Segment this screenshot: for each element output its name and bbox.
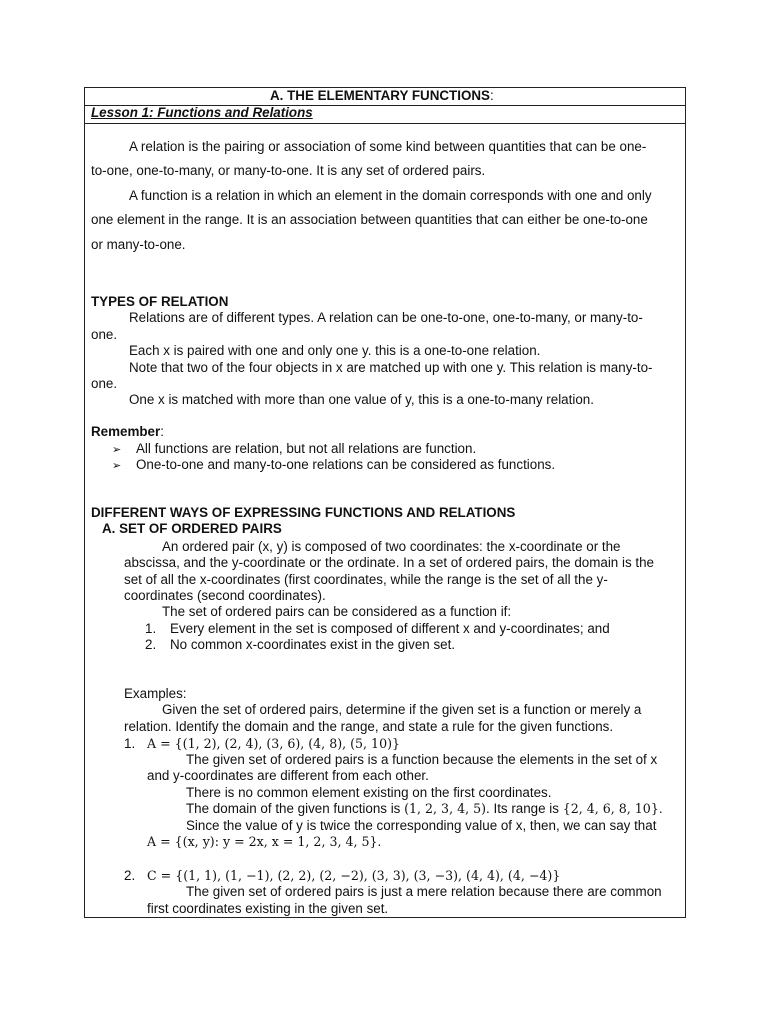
remember-heading: Remember: <box>91 424 164 439</box>
example-1-line1: The given set of ordered pairs is a function because the elements in the set of x <box>186 752 658 767</box>
types-heading: TYPES OF RELATION <box>91 294 229 309</box>
types-line1b: one. <box>91 327 118 342</box>
examples-intro2: relation. Identify the domain and the range, and state a rule for the given functions. <box>124 719 614 734</box>
types-line4: One x is matched with more than one value of y, this is a one-to-many relation. <box>129 392 594 407</box>
intro-p2-line1: A function is a relation in which an element in the domain corresponds with one and only <box>129 188 652 203</box>
example-1-rule: A = {(x, y): y = 2x, x = 1, 2, 3, 4, 5}. <box>147 834 382 849</box>
example-1-line3: There is no common element existing on the first coordinates. <box>186 785 552 800</box>
condition-num: 2. <box>145 637 157 652</box>
section-title: A. THE ELEMENTARY FUNCTIONS: <box>270 88 494 103</box>
ways-p4: coordinates (second coordinates). <box>124 588 326 603</box>
ways-p2: abscissa, and the y-coordinate or the ordinate. In a set of ordered pairs, the domain is the <box>124 555 654 570</box>
intro-p1-line2: to-one, one-to-many, or many-to-one. It is any set of ordered pairs. <box>91 163 486 178</box>
example-1-line5: Since the value of y is twice the corresponding value of x, then, we can say that <box>186 818 657 833</box>
example-2-line2: first coordinates existing in the given set. <box>147 901 389 916</box>
intro-p1-line1: A relation is the pairing or association of some kind between quantities that can be one- <box>129 139 647 154</box>
condition-text: No common x-coordinates exist in the given set. <box>170 637 456 652</box>
types-line1: Relations are of different types. A relation can be one-to-one, one-to-many, or many-to- <box>129 310 643 325</box>
example-2-line1: The given set of ordered pairs is just a mere relation because there are common <box>186 884 662 899</box>
example-1-number: 1. <box>124 736 136 751</box>
types-line3: Note that two of the four objects in x are matched up with one y. This relation is many-to- <box>129 360 653 375</box>
remember-bullet-1: All functions are relation, but not all relations are function. <box>136 441 477 456</box>
example-1-line4: The domain of the given functions is (1, 2, 3, 4, 5). Its range is {2, 4, 6, 8, 10}. <box>186 801 663 816</box>
examples-label: Examples: <box>124 686 187 701</box>
condition-text: Every element in the set is composed of different x and y-coordinates; and <box>170 621 610 636</box>
lesson-title: Lesson 1: Functions and Relations <box>91 105 313 120</box>
example-2-number: 2. <box>124 868 136 883</box>
types-line3b: one. <box>91 376 118 391</box>
bullet-arrow-icon: ➢ <box>112 459 122 472</box>
ways-p5: The set of ordered pairs can be considered as a function if: <box>162 604 512 619</box>
example-1-set: A = {(1, 2), (2, 4), (3, 6), (4, 8), (5, 10)} <box>147 736 401 751</box>
examples-intro1: Given the set of ordered pairs, determine if the given set is a function or merely a <box>162 702 642 717</box>
intro-p2-line3: or many-to-one. <box>91 237 186 252</box>
ways-p3: set of all the x-coordinates (first coordinates, while the range is the set of all the y- <box>124 572 608 587</box>
bullet-arrow-icon: ➢ <box>112 443 122 456</box>
types-line2: Each x is paired with one and only one y. this is a one-to-one relation. <box>129 343 541 358</box>
ways-heading: DIFFERENT WAYS OF EXPRESSING FUNCTIONS AND RELATIONS <box>91 505 516 520</box>
ways-subheading: A. SET OF ORDERED PAIRS <box>102 521 282 536</box>
remember-bullet-2: One-to-one and many-to-one relations can be considered as functions. <box>136 457 556 472</box>
intro-p2-line2: one element in the range. It is an association between quantities that can either be one-to-one <box>91 212 648 227</box>
condition-num: 1. <box>145 621 157 636</box>
example-2-set: C = {(1, 1), (1, −1), (2, 2), (2, −2), (3, 3), (3, −3), (4, 4), (4, −4)} <box>147 868 561 883</box>
example-1-line2: and y-coordinates are different from each other. <box>147 768 429 783</box>
ways-p1: An ordered pair (x, y) is composed of two coordinates: the x-coordinate or the <box>162 539 621 554</box>
